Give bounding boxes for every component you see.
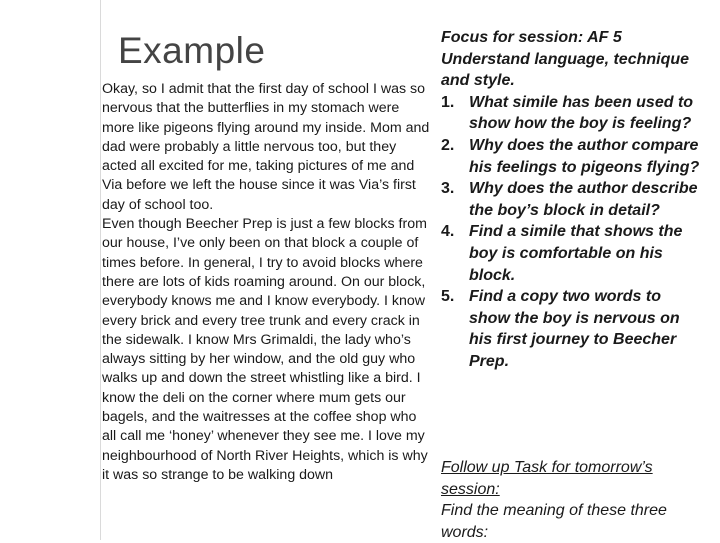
question-item bbox=[441, 221, 703, 286]
question-item bbox=[441, 286, 703, 372]
question-item bbox=[441, 135, 703, 178]
passage-paragraph-1: Okay, so I admit that the first day of school I was so nervous that the butterflies in my stomach were more like pigeons flying around my inside. Mom and dad were probably a little nervous too, but they acted all excited for me, taking pictures of me and Via before we left the house since it was Via’s first day of school too. bbox=[102, 81, 430, 213]
question-text: Find a simile that shows the boy is comfortable on his block. bbox=[469, 223, 683, 284]
focus-panel bbox=[441, 27, 703, 373]
question-text: Why does the author describe the boy’s block in detail? bbox=[469, 180, 698, 219]
question-number: 1. bbox=[441, 93, 455, 111]
question-text: What simile has been used to show how the boy is feeling? bbox=[469, 93, 694, 133]
question-text: Find a copy two words to show the boy is nervous on his first journey to Beecher Prep. bbox=[469, 288, 680, 370]
followup-text: Find the meaning of these three words: bbox=[441, 502, 667, 541]
question-text: Why does the author compare his feelings to pigeons flying? bbox=[469, 136, 700, 176]
passage-paragraph-2: Even though Beecher Prep is just a few blocks from our house, I’ve only been on that block a couple of times before. In general, I try to avoid blocks where there are lots of kids roaming around. On our block, everybody knows me and I know everybody. I know every brick and every tree trunk and every crack in the sidewalk. I know Mrs Grimaldi, the lady who’s always sitting by her window, and the old guy who walks up and down the street whistling like a bird. I know the deli on the corner where mum gets our bagels, and the waitresses at the coffee shop who all call me ‘honey’ whenever they see me. I love my neighbourhood of North River Heights, which is why it was so strange to be walking down bbox=[102, 216, 428, 483]
question-number: 4. bbox=[441, 223, 455, 241]
focus-heading: Focus for session: AF 5 bbox=[441, 29, 622, 46]
question-number: 5. bbox=[441, 288, 455, 306]
story-passage bbox=[102, 80, 434, 485]
question-item bbox=[441, 92, 703, 135]
question-list bbox=[441, 92, 703, 373]
question-item bbox=[441, 178, 703, 221]
focus-subheading: Understand language, technique and style. bbox=[441, 50, 690, 90]
slide-title: Example bbox=[118, 30, 266, 71]
question-number: 3. bbox=[441, 180, 455, 198]
followup-task bbox=[441, 457, 703, 543]
question-number: 2. bbox=[441, 136, 455, 154]
followup-heading: Follow up Task for tomorrow’s session: bbox=[441, 459, 653, 498]
